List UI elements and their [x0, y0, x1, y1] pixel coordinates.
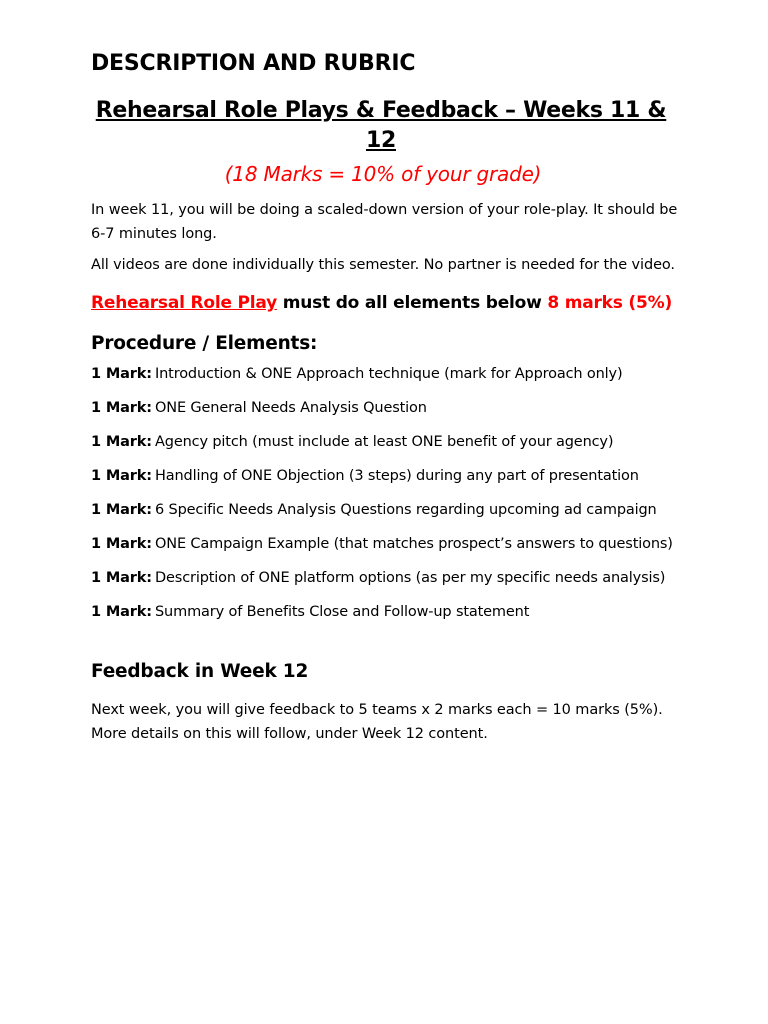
- rubric-element-text: Handling of ONE Objection (3 steps) during any part of presentation: [155, 468, 639, 484]
- rubric-element-text: 6 Specific Needs Analysis Questions regarding upcoming ad campaign: [155, 502, 657, 518]
- rubric-element-list: [91, 364, 691, 636]
- rehearsal-role-play-marks: 8 marks (5%): [547, 293, 673, 313]
- rubric-element-text: ONE Campaign Example (that matches prospect’s answers to questions): [155, 536, 673, 552]
- rubric-element-mark: 1 Mark:: [91, 502, 152, 518]
- feedback-paragraph: Next week, you will give feedback to 5 teams x 2 marks each = 10 marks (5%). More details on this will follow, under Week 12 content.: [91, 702, 663, 742]
- document-heading: DESCRIPTION AND RUBRIC: [91, 51, 416, 76]
- procedure-heading: Procedure / Elements:: [91, 333, 318, 354]
- rehearsal-role-play-link[interactable]: Rehearsal Role Play: [91, 293, 278, 313]
- rubric-element-mark: 1 Mark:: [91, 536, 152, 552]
- rubric-element-text: Agency pitch (must include at least ONE benefit of your agency): [155, 434, 614, 450]
- document-title: Rehearsal Role Plays & Feedback – Weeks 11 & 12: [95, 98, 667, 153]
- rubric-element-item: [91, 602, 691, 636]
- intro-paragraph-week-11: In week 11, you will be doing a scaled-down version of your role-play. It should be 6-7 minutes long.: [91, 202, 678, 242]
- feedback-heading: Feedback in Week 12: [91, 661, 309, 682]
- document-page: [91, 50, 691, 746]
- rubric-element-mark: 1 Mark:: [91, 604, 152, 620]
- rubric-element-text: Summary of Benefits Close and Follow-up statement: [155, 604, 530, 620]
- rubric-element-mark: 1 Mark:: [91, 570, 152, 586]
- rubric-element-mark: 1 Mark:: [91, 434, 152, 450]
- rubric-element-item: [91, 364, 691, 398]
- rubric-element-item: [91, 466, 691, 500]
- rubric-element-item: [91, 568, 691, 602]
- rubric-element-text: Description of ONE platform options (as per my specific needs analysis): [155, 570, 666, 586]
- rubric-element-item: [91, 534, 691, 568]
- rubric-element-mark: 1 Mark:: [91, 400, 152, 416]
- rehearsal-role-play-line: [91, 290, 691, 316]
- rubric-element-mark: 1 Mark:: [91, 468, 152, 484]
- rubric-element-item: [91, 398, 691, 432]
- rehearsal-role-play-requirement: must do all elements below: [277, 293, 548, 313]
- rubric-element-text: ONE General Needs Analysis Question: [155, 400, 427, 416]
- rubric-element-text: Introduction & ONE Approach technique (mark for Approach only): [155, 366, 623, 382]
- intro-paragraph-individual-videos: All videos are done individually this semester. No partner is needed for the video.: [91, 257, 675, 273]
- grade-weight-subtitle: (18 Marks = 10% of your grade): [224, 162, 542, 186]
- rubric-element-item: [91, 500, 691, 534]
- rubric-element-mark: 1 Mark:: [91, 366, 152, 382]
- rubric-element-item: [91, 432, 691, 466]
